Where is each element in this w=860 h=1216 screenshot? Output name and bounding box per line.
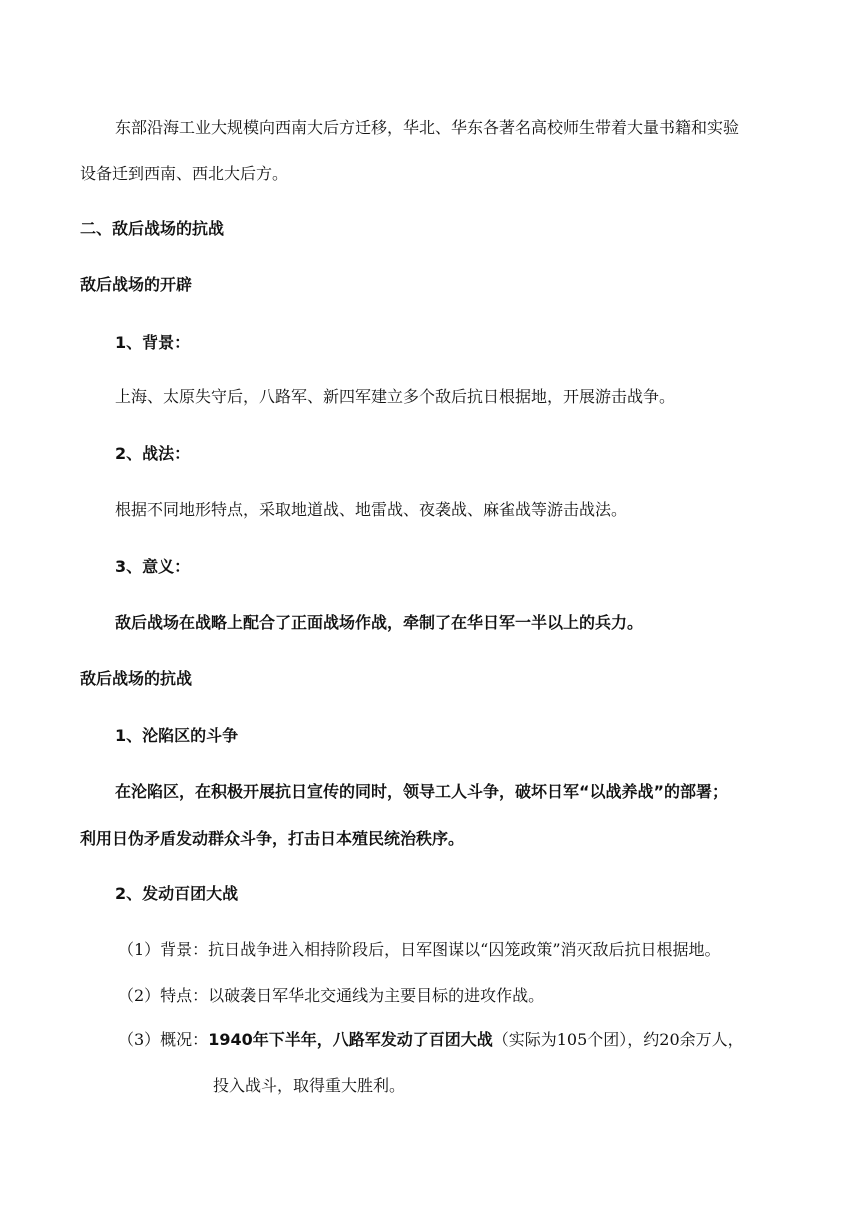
paragraph-line: 设备迁到西南、西北大后方。 [80,164,289,183]
item-label: 3、意义： [115,557,191,576]
paragraph-line: 东部沿海工业大规模向西南大后方迁移，华北、华东各著名高校师生带着大量书籍和实验 [115,118,740,137]
item-text: （2）特点：以破袭日军华北交通线为主要目标的进攻作战。 [118,986,545,1005]
item-text-mixed [118,1030,744,1050]
item-label: 2、发动百团大战 [115,884,239,903]
item-text: 上海、太原失守后，八路军、新四军建立多个敌后抗日根据地，开展游击战争。 [115,387,676,406]
item-emphasis: 1940年下半年，八路军发动了百团大战 [208,1030,493,1049]
item-text: 根据不同地形特点，采取地道战、地雷战、夜袭战、麻雀战等游击战法。 [115,500,628,519]
item-label: 1、背景： [115,333,191,352]
item-text: 在沦陷区，在积极开展抗日宣传的同时，领导工人斗争，破坏日军“以战养战”的部署； [115,782,729,801]
item-text: 敌后战场在战略上配合了正面战场作战，牵制了在华日军一半以上的兵力。 [115,613,644,632]
item-text: 利用日伪矛盾发动群众斗争，打击日本殖民统治秩序。 [80,829,465,848]
subsection-heading: 敌后战场的抗战 [80,669,193,688]
item-prefix: （3）概况： [118,1030,209,1049]
item-text: 投入战斗，取得重大胜利。 [213,1076,406,1095]
item-text: （1）背景：抗日战争进入相持阶段后，日军图谋以“囚笼政策”消灭敌后抗日根据地。 [118,940,721,959]
item-rest: （实际为105个团），约20余万人， [492,1030,744,1049]
section-heading: 二、敌后战场的抗战 [80,219,225,238]
item-label: 1、沦陷区的斗争 [115,726,239,745]
subsection-heading: 敌后战场的开辟 [80,275,193,294]
item-label: 2、战法： [115,444,191,463]
